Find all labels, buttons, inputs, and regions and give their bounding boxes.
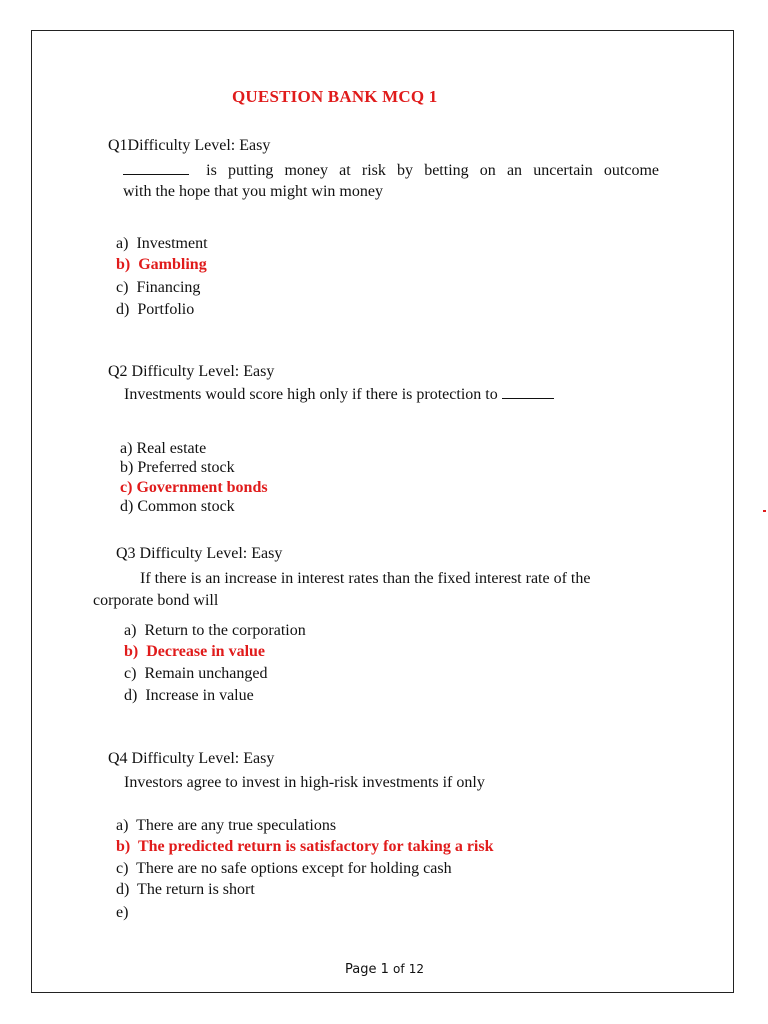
question-1-line-1	[123, 160, 659, 181]
footer-of-label: of	[393, 962, 405, 976]
question-4-text: Investors agree to invest in high-risk investments if only	[124, 774, 485, 791]
question-2-text: Investments would score high only if there is protection to	[124, 386, 554, 404]
q1-option-d: d) Portfolio	[116, 301, 195, 318]
question-4-heading: Q4 Difficulty Level: Easy	[108, 750, 275, 767]
q1-option-b-correct: b) Gambling	[116, 256, 207, 273]
q4-option-e: e)	[116, 904, 129, 921]
q3-option-c: c) Remain unchanged	[124, 665, 268, 682]
q1-option-c: c) Financing	[116, 279, 201, 296]
q4-option-b-correct: b) The predicted return is satisfactory for taking a risk	[116, 838, 494, 855]
q3-option-b-correct: b) Decrease in value	[124, 643, 266, 660]
q2-option-b: b) Preferred stock	[120, 459, 235, 476]
q2-option-d: d) Common stock	[120, 498, 235, 515]
q4-option-c: c) There are no safe options except for holding cash	[116, 860, 452, 877]
q1-option-a: a) Investment	[116, 235, 208, 252]
q3-option-d: d) Increase in value	[124, 687, 254, 704]
q4-option-a: a) There are any true speculations	[116, 817, 337, 834]
question-3-line-1: If there is an increase in interest rates than the fixed interest rate of the	[140, 570, 591, 587]
q3-option-a: a) Return to the corporation	[124, 622, 306, 639]
question-3-heading: Q3 Difficulty Level: Easy	[116, 545, 283, 562]
question-1-line-2: with the hope that you might win money	[123, 183, 383, 200]
page-footer	[345, 962, 424, 977]
question-1-text	[123, 160, 659, 202]
q2-option-a: a) Real estate	[120, 440, 207, 457]
question-1-line-1-text: is putting money at risk by betting on an uncertain outcome	[195, 162, 659, 179]
footer-page-label: Page	[345, 962, 377, 977]
q2-option-c-correct: c) Government bonds	[120, 479, 268, 496]
question-3-line-2: corporate bond will	[93, 592, 219, 609]
question-1-heading: Q1Difficulty Level: Easy	[108, 137, 271, 154]
q4-option-d: d) The return is short	[116, 881, 255, 898]
footer-page-number: 1	[380, 962, 389, 977]
footer-total-pages: 12	[408, 962, 425, 976]
answer-blank	[123, 164, 189, 175]
page-title: QUESTION BANK MCQ 1	[232, 87, 438, 106]
question-2-heading: Q2 Difficulty Level: Easy	[108, 363, 275, 380]
stray-red-mark	[763, 510, 766, 512]
answer-blank	[502, 390, 554, 399]
